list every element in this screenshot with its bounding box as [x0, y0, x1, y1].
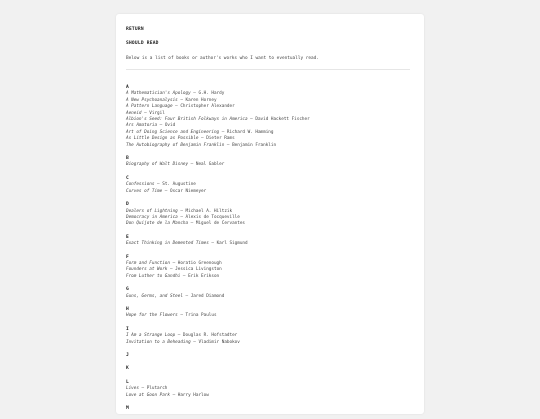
- book-author: Alexis de Tocqueville: [185, 214, 240, 220]
- separator: –: [177, 214, 186, 220]
- book-author: Horatio Greenough: [177, 260, 222, 266]
- book-item: [126, 294, 410, 300]
- book-title: As Little Design as Possible: [126, 136, 199, 142]
- separator: –: [180, 273, 189, 279]
- section-letter: I: [126, 326, 129, 332]
- book-title: Lives: [126, 386, 139, 392]
- separator: –: [198, 136, 207, 142]
- separator: –: [219, 129, 227, 135]
- book-item: [126, 393, 410, 399]
- book-title: Love at Goon Park: [126, 392, 170, 398]
- book-author: Karen Horney: [185, 97, 217, 103]
- book-title: A New Psychoanalysis: [126, 97, 178, 103]
- book-title: Curves of Time: [126, 188, 163, 194]
- book-author: Oscar Niemeyer: [169, 188, 207, 194]
- book-title: Aeneid: [126, 110, 142, 116]
- book-title: Founders at Work: [126, 267, 168, 273]
- separator: –: [175, 333, 183, 339]
- book-title: Exact Thinking in Demented Times: [126, 241, 209, 247]
- separator: –: [224, 142, 233, 148]
- separator: –: [190, 339, 199, 345]
- book-author: Plutarch: [146, 386, 168, 392]
- book-author: Jessica Livingston: [175, 267, 222, 273]
- section-letter: K: [126, 366, 129, 372]
- book-item: [126, 313, 410, 319]
- separator: –: [169, 260, 178, 266]
- section-letter: C: [126, 175, 129, 181]
- book-title: Confessions: [126, 182, 155, 188]
- separator: –: [138, 386, 147, 392]
- book-author: G.H. Hardy: [198, 91, 225, 97]
- book-title: From Luther to Gandhi: [126, 273, 181, 279]
- letter-section: [126, 255, 410, 281]
- separator: –: [157, 123, 165, 129]
- letter-section: [126, 307, 410, 320]
- book-item: [126, 143, 410, 149]
- book-title: Hope for the Flowers: [126, 313, 178, 319]
- book-author: Virgil: [149, 110, 165, 116]
- section-letter: B: [126, 156, 129, 162]
- book-author: Richard W. Hamming: [226, 129, 274, 135]
- book-author: Vladimir Nabokov: [198, 339, 240, 345]
- section-letter: A: [126, 85, 129, 90]
- book-item: [126, 189, 410, 195]
- letter-section: [126, 156, 410, 169]
- book-author: Michael A. Hiltzik: [185, 208, 233, 214]
- separator: –: [190, 91, 199, 97]
- return-link[interactable]: RETURN: [126, 27, 144, 32]
- separator: –: [188, 221, 196, 227]
- content-card: [116, 14, 424, 414]
- section-letter: G: [126, 287, 129, 293]
- letter-section: [126, 176, 410, 195]
- book-author: Miguel de Cervantes: [195, 221, 246, 227]
- separator: –: [167, 267, 176, 273]
- book-title: Don Quijote de la Mancha: [126, 221, 189, 227]
- separator: –: [162, 188, 170, 194]
- book-title: Invitation to a Beheading: [126, 339, 191, 345]
- book-author: Christopher Alexander: [180, 104, 235, 110]
- section-letter: M: [126, 406, 129, 412]
- separator: –: [177, 208, 186, 214]
- letter-section: [126, 85, 410, 149]
- book-item: [126, 340, 410, 346]
- separator: –: [154, 182, 163, 188]
- book-title: Guns, Germs, and Steel: [126, 293, 183, 299]
- book-author: St. Augustine: [162, 182, 196, 188]
- separator: –: [182, 293, 191, 299]
- page-title: SHOULD READ: [126, 41, 159, 46]
- letter-section: [126, 235, 410, 248]
- section-letter: D: [126, 202, 129, 208]
- section-letter: J: [126, 353, 129, 358]
- section-letter: H: [126, 306, 129, 312]
- book-title: Ars Amatoria: [126, 123, 158, 129]
- book-author: Neal Gabler: [195, 162, 225, 168]
- intro-text: Below is a list of books or author's works who I want to eventually read.: [126, 56, 319, 61]
- separator: –: [169, 392, 178, 398]
- book-author: Trina Paulus: [185, 313, 217, 319]
- book-author: David Hackett Fischer: [255, 117, 310, 123]
- separator: –: [141, 110, 150, 116]
- book-author: Karl Sigmund: [216, 241, 248, 247]
- book-author: Jared Diamond: [190, 293, 225, 299]
- section-letter: E: [126, 234, 129, 240]
- separator: –: [172, 104, 181, 110]
- book-title: I Am a Strange Loop: [126, 333, 176, 339]
- letter-section: [126, 327, 410, 346]
- book-title: A Pattern Language: [126, 104, 173, 110]
- book-title: Democracy in America: [126, 214, 178, 220]
- book-item: [126, 221, 410, 227]
- book-item: [126, 274, 410, 280]
- separator: –: [188, 162, 196, 168]
- book-item: [126, 162, 410, 168]
- book-title: Biography of Walt Disney: [126, 162, 189, 168]
- separator: –: [208, 241, 217, 247]
- book-author: Douglas R. Hofstadter: [182, 333, 238, 339]
- book-title: Form and Function: [126, 260, 170, 266]
- letter-section: [126, 406, 410, 412]
- book-list: [126, 85, 410, 412]
- book-author: Benjamin Franklin: [232, 142, 277, 148]
- book-author: Ovid: [164, 123, 176, 129]
- letter-section: [126, 287, 410, 300]
- letter-section: [126, 353, 410, 359]
- book-title: Dealers of Lightning: [126, 208, 178, 214]
- book-author: Erik Erikson: [188, 273, 220, 279]
- separator: –: [177, 97, 186, 103]
- book-title: The Autobiography of Benjamin Franklin: [126, 142, 225, 148]
- section-letter: F: [126, 254, 129, 260]
- book-title: Albion's Seed: Four British Folkways in America: [126, 117, 248, 123]
- book-item: [126, 241, 410, 247]
- book-title: A Mathematician's Apology: [126, 91, 191, 97]
- divider: [126, 69, 410, 70]
- content-column: [126, 27, 410, 419]
- letter-section: [126, 202, 410, 228]
- book-title: Art of Doing Science and Engineering: [126, 129, 220, 135]
- section-letter: L: [126, 379, 129, 385]
- letter-section: [126, 366, 410, 372]
- separator: –: [247, 117, 256, 123]
- book-author: Dieter Rams: [206, 136, 235, 142]
- separator: –: [177, 313, 186, 319]
- book-author: Harry Harlow: [177, 392, 209, 398]
- letter-section: [126, 380, 410, 399]
